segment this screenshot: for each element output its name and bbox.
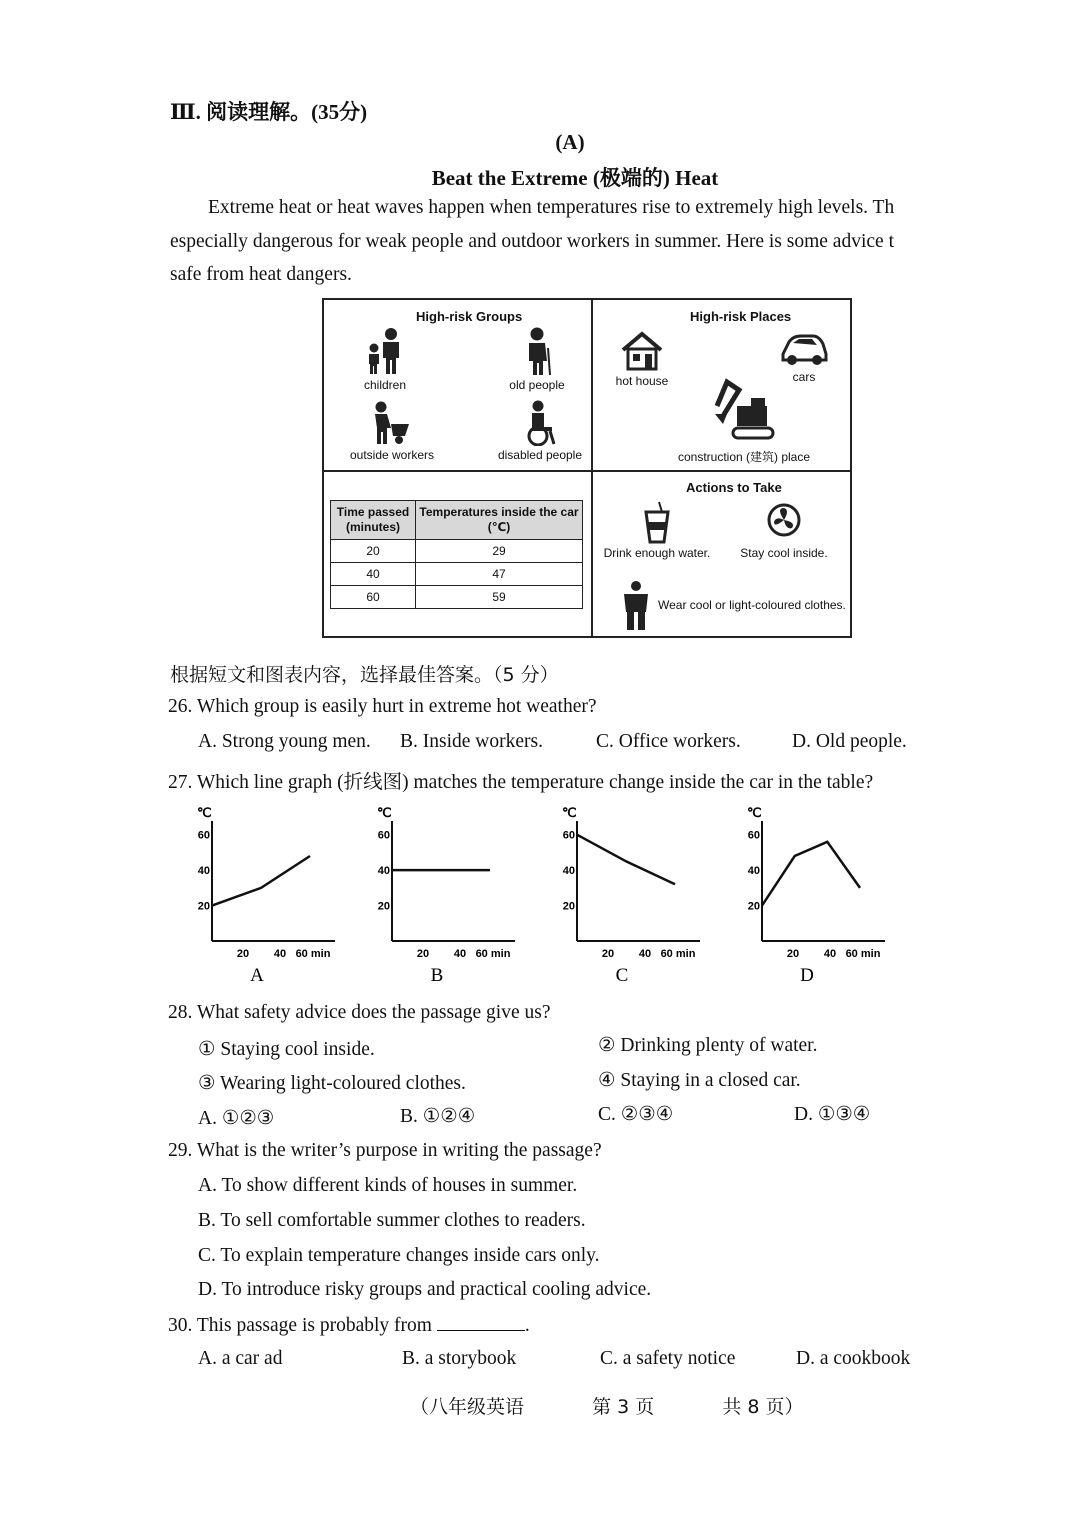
group-label: children [363,378,407,392]
y-unit-label: ℃ [747,805,762,820]
series-line [762,842,860,906]
table-header: Time passed (minutes) [331,501,416,540]
x-tick-label: 60 min [660,948,696,960]
actions-title: Actions to Take [686,480,782,495]
y-tick-label: 20 [197,900,210,913]
clothes-figure [616,580,656,634]
passage-line-2: especially dangerous for weak people and outdoor workers in summer. Here is some advice t [170,231,894,252]
place-label: construction (建筑) place [677,450,811,464]
q30-text: 30. This passage is probably from [168,1315,432,1336]
action-drink-water [596,500,718,560]
place-hot-house [612,330,672,388]
q28-statement-3: ③ Wearing light-coloured clothes. [198,1073,466,1094]
y-tick-label: 60 [562,829,575,842]
q28-option-d[interactable]: D. ①③④ [794,1104,871,1125]
y-tick-label: 60 [197,829,210,842]
q28-statement-2: ② Drinking plenty of water. [598,1035,818,1056]
x-tick-label: 40 [638,948,652,960]
q30-period: . [524,1315,530,1336]
question-28: 28. What safety advice does the passage give us? [168,1002,551,1023]
excavator-icon [709,376,779,446]
table-header: Temperatures inside the car (℃) [416,501,583,540]
graph-option-label: C [615,965,629,985]
table-row [331,586,583,609]
page-footer [410,1392,804,1419]
table-cell: 20 [331,540,416,563]
y-tick-label: 60 [747,829,760,842]
y-tick-label: 60 [377,829,390,842]
places-title: High-risk Places [690,309,792,324]
divider [591,300,593,636]
x-tick-label: 60 min [475,948,511,960]
x-tick-label: 60 min [295,948,331,960]
instruction: 根据短文和图表内容，选择最佳答案。（5 分） [170,664,559,686]
old-person-icon [519,326,555,376]
infographic [322,298,852,638]
series-line [577,835,675,885]
graph-option-label: B [430,965,444,985]
x-tick-label: 40 [823,948,837,960]
question-26: 26. Which group is easily hurt in extreme hot weather? [168,696,597,717]
q30-option-a[interactable]: A. a car ad [198,1348,283,1369]
table-cell: 60 [331,586,416,609]
footer-total: 共 8 页） [722,1396,804,1418]
x-tick-label: 20 [236,948,250,960]
place-label: hot house [615,374,669,388]
q28-statement-4: ④ Staying in a closed car. [598,1070,801,1091]
q26-option-d[interactable]: D. Old people. [792,731,907,752]
table-cell: 40 [331,563,416,586]
q27-graph-a[interactable] [185,805,355,985]
question-29: 29. What is the writer’s purpose in writing the passage? [168,1140,602,1161]
worker-icon [369,400,415,446]
house-icon [619,330,665,372]
q29-option-a[interactable]: A. To show different kinds of houses in summer. [198,1175,578,1196]
question-30 [168,1314,530,1337]
y-tick-label: 40 [747,865,760,878]
table-row [331,563,583,586]
q28-option-c[interactable]: C. ②③④ [598,1104,674,1125]
x-tick-label: 20 [601,948,615,960]
q30-option-d[interactable]: D. a cookbook [796,1348,911,1369]
q26-option-a[interactable]: A. Strong young men. [198,731,371,752]
q26-option-c[interactable]: C. Office workers. [596,731,741,752]
action-label: Drink enough water. [603,546,711,560]
action-label: Stay cool inside. [740,546,828,560]
passage-label: (A) [555,130,585,154]
y-tick-label: 20 [747,900,760,913]
place-construction [664,376,824,465]
q28-statement-1: ① Staying cool inside. [198,1039,375,1060]
x-tick-label: 40 [273,948,287,960]
y-tick-label: 40 [197,865,210,878]
divider [324,470,850,472]
q29-option-b[interactable]: B. To sell comfortable summer clothes to readers. [198,1210,586,1231]
place-label: cars [792,370,816,384]
group-old-people [500,326,574,392]
graph-option-label: A [250,965,264,985]
group-children [358,326,412,392]
q28-option-b[interactable]: B. ①②④ [400,1106,476,1127]
question-27: 27. Which line graph (折线图) matches the temperature change inside the car in the table? [168,772,874,793]
action-stay-cool [734,500,834,560]
table-cell: 29 [416,540,583,563]
q27-graph-b[interactable] [365,805,535,985]
x-tick-label: 60 min [845,948,881,960]
y-unit-label: ℃ [377,805,392,820]
action-wear-clothes: Wear cool or light-coloured clothes. [658,598,846,612]
q30-option-c[interactable]: C. a safety notice [600,1348,736,1369]
q27-graph-c[interactable] [550,805,720,985]
answer-blank[interactable] [437,1314,525,1331]
q29-option-d[interactable]: D. To introduce risky groups and practical cooling advice. [198,1279,652,1300]
passage-title: Beat the Extreme (极端的) Heat [431,166,719,190]
groups-title: High-risk Groups [416,309,523,324]
footer-page: 第 3 页 [592,1396,655,1418]
group-label: old people [509,378,565,392]
person-clothes-icon [620,580,652,632]
x-tick-label: 20 [786,948,800,960]
fan-icon [766,500,802,544]
table-row [331,540,583,563]
q27-graph-d[interactable] [735,805,905,985]
y-tick-label: 20 [377,900,390,913]
y-tick-label: 40 [377,865,390,878]
group-outside-workers [342,400,442,462]
table-cell: 59 [416,586,583,609]
footer-subject: （八年级英语 [410,1396,525,1418]
children-icon [365,326,405,376]
y-unit-label: ℃ [562,805,577,820]
graph-option-label: D [800,965,814,985]
q29-option-c[interactable]: C. To explain temperature changes inside cars only. [198,1245,600,1266]
q26-option-b[interactable]: B. Inside workers. [400,731,543,752]
q30-option-b[interactable]: B. a storybook [402,1348,517,1369]
y-unit-label: ℃ [197,805,212,820]
temperature-table [330,500,583,609]
drink-cup-icon [642,500,672,544]
passage-line-1: Extreme heat or heat waves happen when temperatures rise to extremely high levels. Th [208,197,895,218]
q28-option-a[interactable]: A. ①②③ [198,1108,275,1129]
passage-line-3: safe from heat dangers. [170,264,352,285]
table-cell: 47 [416,563,583,586]
section-title: Ⅲ. 阅读理解。(35分) [170,100,368,124]
group-label: disabled people [497,448,583,462]
x-tick-label: 40 [453,948,467,960]
group-disabled-people [490,400,590,462]
x-tick-label: 20 [416,948,430,960]
y-tick-label: 40 [562,865,575,878]
group-label: outside workers [349,448,435,462]
car-icon [779,330,829,368]
series-line [212,856,310,906]
wheelchair-icon [520,400,560,446]
y-tick-label: 20 [562,900,575,913]
